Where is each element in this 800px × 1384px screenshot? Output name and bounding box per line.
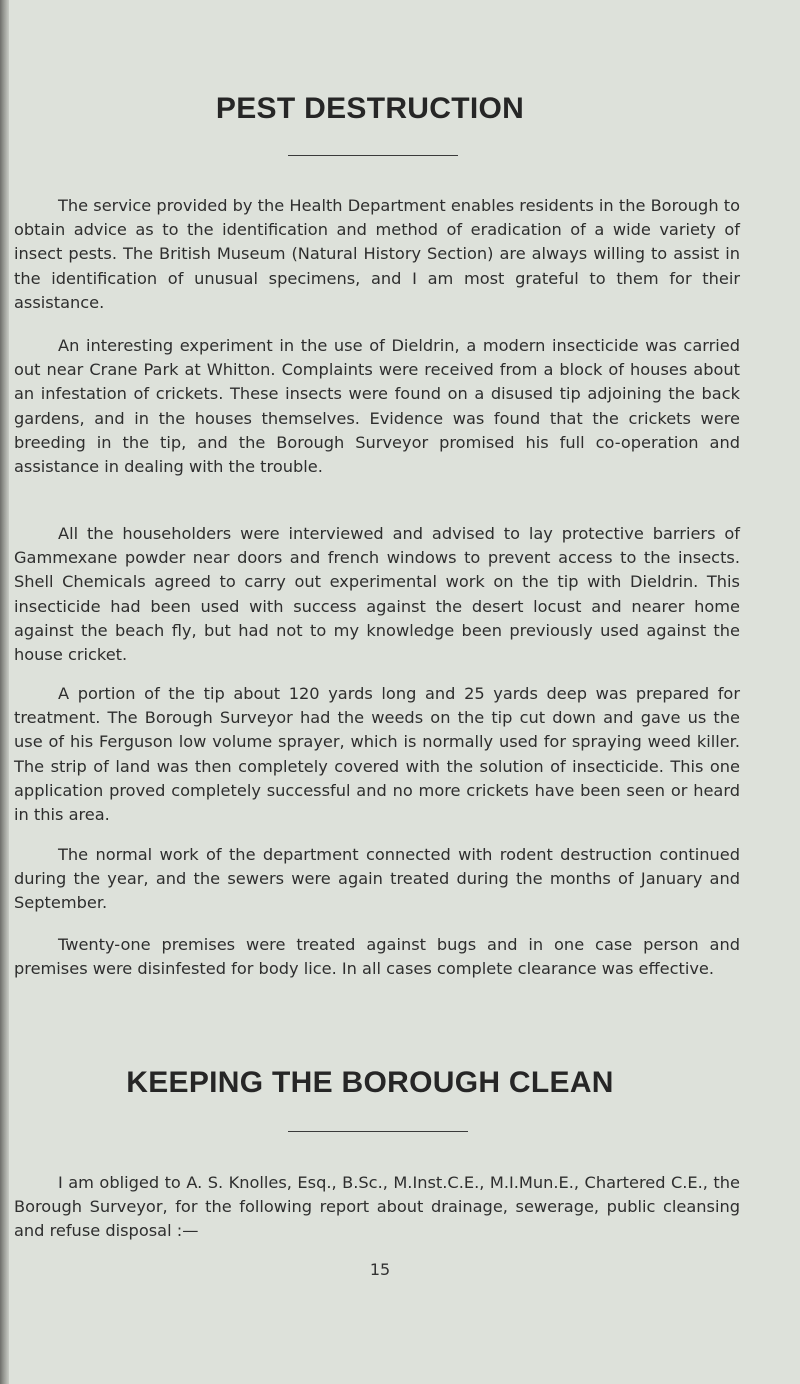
paragraph: All the householders were interviewed and advised to lay protective barriers of Gammexane powder near doors and french windows to prevent access to the insects. Shell Chemicals agreed to carry out experimental work on the tip with Dieldrin. This insecticide had been used with success against the desert locust and nearer home against the beach fly, but had not to my knowledge been previously used against the house cricket. <box>14 524 740 665</box>
paragraph: The normal work of the department connected with rodent destruction continued during the year, and the sewers were again treated during the months of January and September. <box>14 845 740 913</box>
section-heading-pest-destruction: PEST DESTRUCTION <box>215 92 525 125</box>
heading-rule <box>288 1131 468 1132</box>
section-heading-keeping-the-borough-clean: KEEPING THE BOROUGH CLEAN <box>126 1066 614 1099</box>
paragraph: Twenty-one premises were treated against bugs and in one case person and premises were disinfested for body lice. In all cases complete clearance was effective. <box>14 935 740 979</box>
page-number: 15 <box>369 1260 391 1279</box>
binding-edge <box>0 0 9 1384</box>
heading-rule <box>288 155 458 156</box>
paragraph: An interesting experiment in the use of Dieldrin, a modern insecticide was carried out near Crane Park at Whitton. Complaints were received from a block of houses about an infestation of crickets. These insects were found on a disused tip adjoining the back gardens, and in the houses themselves. Evidence was found that the crickets were breeding in the tip, and the Borough Surveyor promised his full co-operation and assistance in dealing with the trouble. <box>14 336 740 477</box>
paragraph: I am obliged to A. S. Knolles, Esq., B.Sc., M.Inst.C.E., M.I.Mun.E., Chartered C.E., the Borough Surveyor, for the following report about drainage, sewerage, public cleansing and refuse disposal :— <box>14 1173 740 1241</box>
paragraph: A portion of the tip about 120 yards long and 25 yards deep was prepared for treatment. The Borough Surveyor had the weeds on the tip cut down and gave us the use of his Ferguson low volume sprayer, which is normally used for spraying weed killer. The strip of land was then completely covered with the solution of insecticide. This one application proved completely successful and no more crickets have been seen or heard in this area. <box>14 684 740 825</box>
paragraph: The service provided by the Health Department enables residents in the Borough to obtain advice as to the identification and method of eradication of a wide variety of insect pests. The British Museum (Natural History Section) are always willing to assist in the identification of unusual specimens, and I am most grateful to them for their assistance. <box>14 196 740 312</box>
